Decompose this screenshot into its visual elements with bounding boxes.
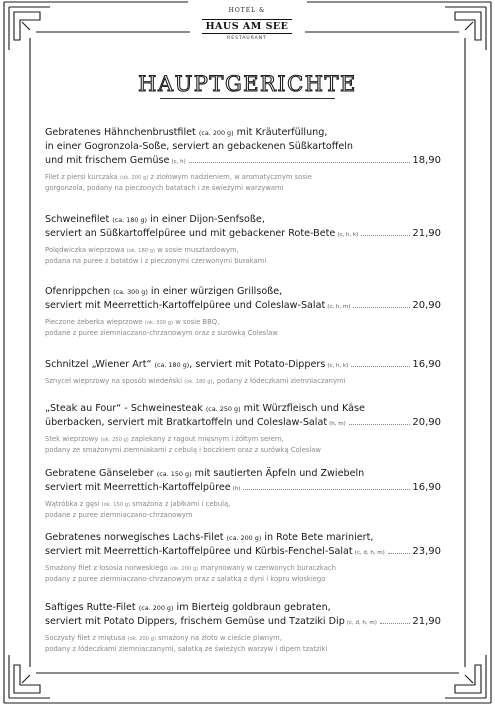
price: 20,90: [412, 300, 441, 311]
price: 20,90: [412, 417, 441, 428]
menu-item: Gebratenes Hähnchenbrustfilet (ca. 200 g) mit Kräuterfüllung, in einer Gogronzola-Soße, serviert an gebackenen Süßkartoffeln und mit frischem Gemüse (c, h) 18,90 Filet z piersi kurczaka (ok. 200 g) z ziołowym nadzieniem, w aromatycznym sosie gorgonzola, podany na pieczonych batatach i ze świeżymi warzywami: [45, 127, 441, 192]
price: 21,90: [412, 228, 441, 239]
dot-leader: [353, 307, 410, 308]
page-title: HAUPTGERICHTE: [138, 72, 357, 96]
dish-line: serviert mit Potato Dippers, frischem Gemüse und Tzatziki Dip: [45, 616, 345, 627]
polish-description: Stek wieprzowy (ok. 250 g) zapiekany z ragout mięsnym i żółtym serem, podany ze smażonymi ziemniakami z cebulą i boczkiem oraz z surówką Coleslaw: [45, 435, 321, 454]
dish-line: serviert an Süßkartoffelpüree und mit gebackener Rote-Bete: [45, 228, 336, 239]
logo-name: HAUS AM SEE: [202, 19, 293, 34]
menu-item: Gebratene Gänseleber (ca. 150 g) mit sautierten Äpfeln und Zwiebeln serviert mit Meerrettich-Kartoffelpüree (h) 16,90 Wątróbka z gęsi (ok. 150 g) smażona z jabłkami i cebulą, podane z puree ziemniaczano-chrzanowym: [45, 468, 441, 519]
dish-line: in einer Gogronzola-Soße, serviert an gebackenen Süßkartoffeln: [45, 141, 353, 152]
restaurant-logo: [197, 4, 297, 44]
dish-line: serviert mit Meerrettich-Kartoffelpüree: [45, 482, 231, 493]
logo-hotel-text: HOTEL &: [228, 7, 266, 14]
dish-line: und mit frischem Gemüse: [45, 155, 170, 166]
allergen-codes: (h, m): [329, 421, 346, 427]
allergen-codes: (c, h): [171, 159, 186, 165]
polish-description: Pieczone żeberka wieprzowe (ok. 300 g) w sosie BBQ, podane z puree ziemniaczano-chrzanowym oraz z surówką Coleslaw: [45, 318, 278, 337]
price: 21,90: [412, 616, 441, 627]
menu-item: Saftiges Rutte-Filet (ca. 200 g) im Bierteig goldbraun gebraten, serviert mit Potato Dippers, frischem Gemüse und Tzatziki Dip (c, d, h, m) 21,90 Soczysty filet z miętusa (ok. 200 g) smażony na złoto w cieście piwnym, podany z łódeczkami ziemniaczanymi, sałatką ze świeżych warzyw i dipem tzatziki: [45, 602, 441, 653]
allergen-codes: (h): [232, 486, 241, 492]
menu-item: Schnitzel „Wiener Art“ (ca. 180 g), serviert mit Potato-Dippers (c, h, k) 16,90 Sznycel wieprzowy na sposób wiedeński (ok. 180 g), podany z łódeczkami ziemniaczanymi: [45, 359, 441, 385]
dish-line: serviert mit Meerrettich-Kartoffelpüree und Coleslaw-Salat: [45, 300, 326, 311]
price: 16,90: [412, 359, 441, 370]
polish-description: Sznycel wieprzowy na sposób wiedeński (ok. 180 g), podany z łódeczkami ziemniaczanymi: [45, 377, 346, 385]
polish-description: Filet z piersi kurczaka (ok. 200 g) z ziołowym nadzieniem, w aromatycznym sosie gorgonzola, podany na pieczonych batatach i ze świeżymi warzywami: [45, 173, 312, 192]
price: 18,90: [412, 155, 441, 166]
allergen-codes: (c, h, k): [337, 232, 359, 238]
dot-leader: [351, 366, 410, 367]
price: 23,90: [412, 546, 441, 557]
menu-item: Ofenrippchen (ca. 300 g) in einer würzigen Grillsoße, serviert mit Meerrettich-Kartoffelpüree und Coleslaw-Salat (c, h, m) 20,90 Pieczone żeberka wieprzowe (ok. 300 g) w sosie BBQ, podane z puree ziemniaczano-chrzanowym oraz z surówką Coleslaw: [45, 286, 441, 337]
title-underline: [160, 98, 335, 99]
dot-leader: [380, 623, 410, 624]
allergen-codes: (c, d, h, m): [346, 620, 377, 626]
dot-leader: [361, 235, 410, 236]
menu-item: Schweinefilet (ca. 180 g) in einer Dijon-Senfsoße, serviert an Süßkartoffelpüree und mit gebackener Rote-Bete (c, h, k) 21,90 Polędwiczka wieprzowa (ok. 180 g) w sosie musztardowym, podana na puree z batatów i z pieczonymi czerwonymi burakami: [45, 214, 441, 265]
dish-line: serviert mit Meerrettich-Kartoffelpüree und Kürbis-Fenchel-Salat: [45, 546, 353, 557]
polish-description: Polędwiczka wieprzowa (ok. 180 g) w sosie musztardowym, podana na puree z batatów i z pieczonymi czerwonymi burakami: [45, 246, 267, 265]
dot-leader: [243, 489, 410, 490]
allergen-codes: (c, d, h, m): [354, 550, 385, 556]
allergen-codes: (c, h, k): [327, 363, 349, 369]
polish-description: Soczysty filet z miętusa (ok. 200 g) smażony na złoto w cieście piwnym, podany z łódeczkami ziemniaczanymi, sałatką ze świeżych warzyw i dipem tzatziki: [45, 634, 328, 653]
dot-leader: [349, 424, 411, 425]
allergen-codes: (c, h, m): [327, 304, 351, 310]
polish-description: Wątróbka z gęsi (ok. 150 g) smażona z jabłkami i cebulą, podane z puree ziemniaczano-chrzanowym: [45, 500, 231, 519]
dot-leader: [189, 162, 411, 163]
dot-leader: [388, 553, 411, 554]
dish-line: überbacken, serviert mit Bratkartoffeln und Coleslaw-Salat: [45, 417, 328, 428]
menu-item: Gebratenes norwegisches Lachs-Filet (ca. 200 g) in Rote Bete mariniert, serviert mit Meerrettich-Kartoffelpüree und Kürbis-Fenchel-Salat (c, d, h, m) 23,90 Smażony filet z łososia norweskiego (ok. 200 g) marynowany w czerwonych buraczkach podany z puree ziemniaczano-chrzanowym oraz z sałatką z dyni i kopru włoskiego: [45, 532, 441, 583]
price: 16,90: [412, 482, 441, 493]
menu-item: „Steak au Four“ - Schweinesteak (ca. 250 g) mit Würzfleisch und Käse überbacken, serviert mit Bratkartoffeln und Coleslaw-Salat (h, m) 20,90 Stek wieprzowy (ok. 250 g) zapiekany z ragout mięsnym i żółtym serem, podany ze smażonymi ziemniakami z cebulą i boczkiem oraz z surówką Coleslaw: [45, 403, 441, 454]
logo-subtitle: RESTAURANT: [227, 36, 267, 41]
polish-description: Smażony filet z łososia norweskiego (ok. 200 g) marynowany w czerwonych buraczkach podany z puree ziemniaczano-chrzanowym oraz z sałatką z dyni i kopru włoskiego: [45, 564, 336, 583]
